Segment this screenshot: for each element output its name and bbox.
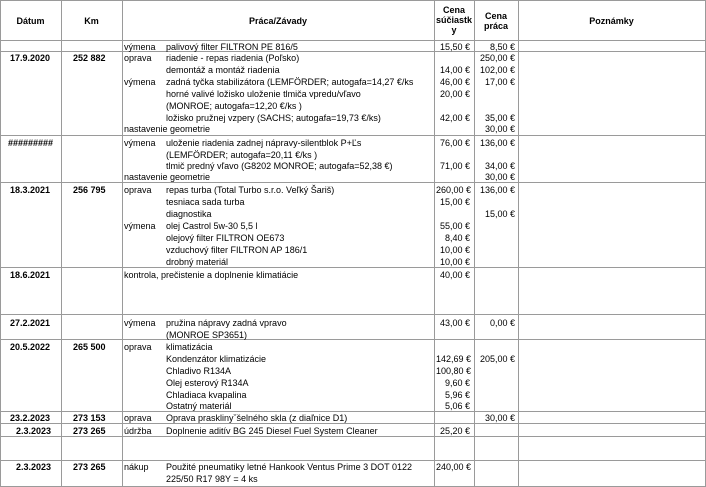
- cell-type[interactable]: oprava: [124, 413, 152, 423]
- cell-km[interactable]: 273 265: [73, 426, 106, 436]
- cell-desc[interactable]: Použité pneumatiky letné Hankook Ventus Prime 3 DOT 0122: [166, 462, 412, 472]
- cell-type[interactable]: výmena: [124, 77, 156, 87]
- header-cena-prace[interactable]: Cena práca: [483, 11, 509, 31]
- cell-desc[interactable]: palivový filter FILTRON PE 816/5: [166, 42, 298, 52]
- cell-desc[interactable]: Doplnenie aditív BG 245 Diesel Fuel System Cleaner: [166, 426, 378, 436]
- cell-type[interactable]: nastavenie geometrie: [124, 172, 211, 182]
- cell-desc[interactable]: riadenie - repas riadenia (Poľsko): [166, 53, 300, 63]
- cell-type[interactable]: výmena: [124, 138, 156, 148]
- cell-parts[interactable]: 43,00 €: [439, 318, 470, 328]
- cell-type[interactable]: výmena: [124, 318, 156, 328]
- cell-km[interactable]: 256 795: [73, 185, 106, 195]
- cell-parts[interactable]: 5,96 €: [444, 390, 470, 400]
- cell-desc[interactable]: (MONROE SP3651): [166, 330, 248, 340]
- cell-date[interactable]: 2.3.2023: [16, 426, 52, 436]
- cell-labor[interactable]: 250,00 €: [479, 53, 515, 63]
- cell-date[interactable]: #########: [8, 138, 54, 148]
- cell-parts[interactable]: 8,40 €: [444, 233, 470, 243]
- header-poznamky[interactable]: Poznámky: [589, 16, 634, 26]
- cell-desc[interactable]: Kondenzátor klimatizácie: [166, 354, 267, 364]
- cell-date[interactable]: 27.2.2021: [10, 318, 51, 328]
- cell-desc[interactable]: drobný materiál: [166, 257, 229, 267]
- cell-parts[interactable]: 100,80 €: [436, 366, 472, 376]
- cell-labor[interactable]: 30,00 €: [484, 124, 515, 134]
- cell-parts[interactable]: 10,00 €: [439, 245, 470, 255]
- cell-type[interactable]: nastavenie geometrie: [124, 124, 211, 134]
- cell-type[interactable]: výmena: [124, 221, 156, 231]
- cell-labor[interactable]: 0,00 €: [489, 318, 515, 328]
- cell-parts[interactable]: 55,00 €: [439, 221, 470, 231]
- cell-desc[interactable]: Oprava prasklinyˇšelného skla (z diaľnice D1): [166, 413, 348, 423]
- cell-labor[interactable]: 102,00 €: [479, 65, 515, 75]
- cell-desc[interactable]: vzduchový filter FILTRON AP 186/1: [166, 245, 308, 255]
- cell-parts[interactable]: 40,00 €: [439, 270, 470, 280]
- cell-desc[interactable]: diagnostika: [166, 209, 212, 219]
- cell-desc[interactable]: tlmič predný vľavo (G8202 MONROE; autogafa=52,38 €): [166, 161, 393, 171]
- cell-desc[interactable]: olej Castrol 5w-30 5,5 l: [166, 221, 258, 231]
- cell-labor[interactable]: 15,00 €: [484, 209, 515, 219]
- cell-desc[interactable]: 225/50 R17 98Y = 4 ks: [166, 474, 258, 484]
- cell-date[interactable]: 18.6.2021: [10, 270, 51, 280]
- header-prace[interactable]: Práca/Závady: [248, 16, 308, 26]
- cell-labor[interactable]: 8,50 €: [489, 42, 515, 52]
- cell-desc[interactable]: uloženie riadenia zadnej nápravy-silentblok P+Ľs: [166, 138, 362, 148]
- cell-desc[interactable]: (LEMFÖRDER; autogafa=20,11 €/ks ): [166, 150, 318, 160]
- cell-date[interactable]: 17.9.2020: [10, 53, 51, 63]
- cell-type[interactable]: oprava: [124, 342, 152, 352]
- cell-parts[interactable]: 20,00 €: [439, 89, 470, 99]
- cell-date[interactable]: 23.2.2023: [10, 413, 51, 423]
- cell-type[interactable]: výmena: [124, 42, 156, 52]
- cell-desc[interactable]: demontáž a montáž riadenia: [166, 65, 280, 75]
- cell-labor[interactable]: 205,00 €: [479, 354, 515, 364]
- cell-type[interactable]: údržba: [124, 426, 152, 436]
- cell-desc[interactable]: horné valivé ložisko uloženie tlmiča vpredu/vľavo: [166, 89, 361, 99]
- cell-desc[interactable]: repas turba (Total Turbo s.r.o. Veľký Šariš): [166, 185, 335, 195]
- cell-parts[interactable]: 76,00 €: [439, 138, 470, 148]
- cell-type[interactable]: nákup: [124, 462, 149, 472]
- cell-parts[interactable]: 142,69 €: [436, 354, 472, 364]
- cell-parts[interactable]: 240,00 €: [436, 462, 472, 472]
- cell-labor[interactable]: 35,00 €: [484, 113, 515, 123]
- cell-parts[interactable]: 14,00 €: [439, 65, 470, 75]
- cell-parts[interactable]: 46,00 €: [439, 77, 470, 87]
- cell-type[interactable]: oprava: [124, 185, 152, 195]
- cell-labor[interactable]: 17,00 €: [484, 77, 515, 87]
- cell-parts[interactable]: 260,00 €: [436, 185, 472, 195]
- cell-km[interactable]: 273 265: [73, 462, 106, 472]
- header-datum[interactable]: Dátum: [16, 16, 45, 26]
- cell-desc[interactable]: klimatizácia: [166, 342, 213, 352]
- cell-labor[interactable]: 34,00 €: [484, 161, 515, 171]
- cell-km[interactable]: 265 500: [73, 342, 106, 352]
- cell-desc[interactable]: tesniaca sada turba: [166, 197, 245, 207]
- cell-desc[interactable]: olejový filter FILTRON OE673: [166, 233, 285, 243]
- cell-desc[interactable]: pružina nápravy zadná vpravo: [166, 318, 287, 328]
- cell-date[interactable]: 18.3.2021: [10, 185, 51, 195]
- cell-desc[interactable]: Chladivo R134A: [166, 366, 232, 376]
- cell-parts[interactable]: 71,00 €: [439, 161, 470, 171]
- cell-desc[interactable]: ložisko pružnej vzpery (SACHS; autogafa=19,73 €/ks): [166, 113, 381, 123]
- cell-desc[interactable]: Chladiaca kvapalina: [166, 390, 247, 400]
- cell-parts[interactable]: 15,00 €: [439, 197, 470, 207]
- cell-labor[interactable]: 136,00 €: [479, 185, 515, 195]
- cell-date[interactable]: 20.5.2022: [10, 342, 51, 352]
- cell-km[interactable]: 252 882: [73, 53, 106, 63]
- cell-type[interactable]: kontrola, prečistenie a doplnenie klimatiácie: [124, 270, 299, 280]
- cell-labor[interactable]: 136,00 €: [479, 138, 515, 148]
- cell-parts[interactable]: 10,00 €: [439, 257, 470, 267]
- cell-desc[interactable]: zadná tyčka stabilizátora (LEMFÖRDER; autogafa=14,27 €/ks: [166, 77, 414, 87]
- cell-parts[interactable]: 5,06 €: [444, 401, 470, 411]
- cell-parts[interactable]: 9,60 €: [444, 378, 470, 388]
- header-cena-suciastky[interactable]: Cena súčiastk y: [435, 5, 473, 35]
- cell-labor[interactable]: 30,00 €: [484, 413, 515, 423]
- cell-parts[interactable]: 15,50 €: [439, 42, 470, 52]
- cell-type[interactable]: oprava: [124, 53, 152, 63]
- cell-parts[interactable]: 42,00 €: [439, 113, 470, 123]
- cell-desc[interactable]: Olej esterový R134A: [166, 378, 249, 388]
- cell-date[interactable]: 2.3.2023: [16, 462, 52, 472]
- cell-km[interactable]: 273 153: [73, 413, 106, 423]
- cell-parts[interactable]: 25,20 €: [439, 426, 470, 436]
- cell-desc[interactable]: Ostatný materiál: [166, 401, 232, 411]
- header-km[interactable]: Km: [84, 16, 99, 26]
- cell-desc[interactable]: (MONROE; autogafa=12,20 €/ks ): [166, 101, 302, 111]
- cell-labor[interactable]: 30,00 €: [484, 172, 515, 182]
